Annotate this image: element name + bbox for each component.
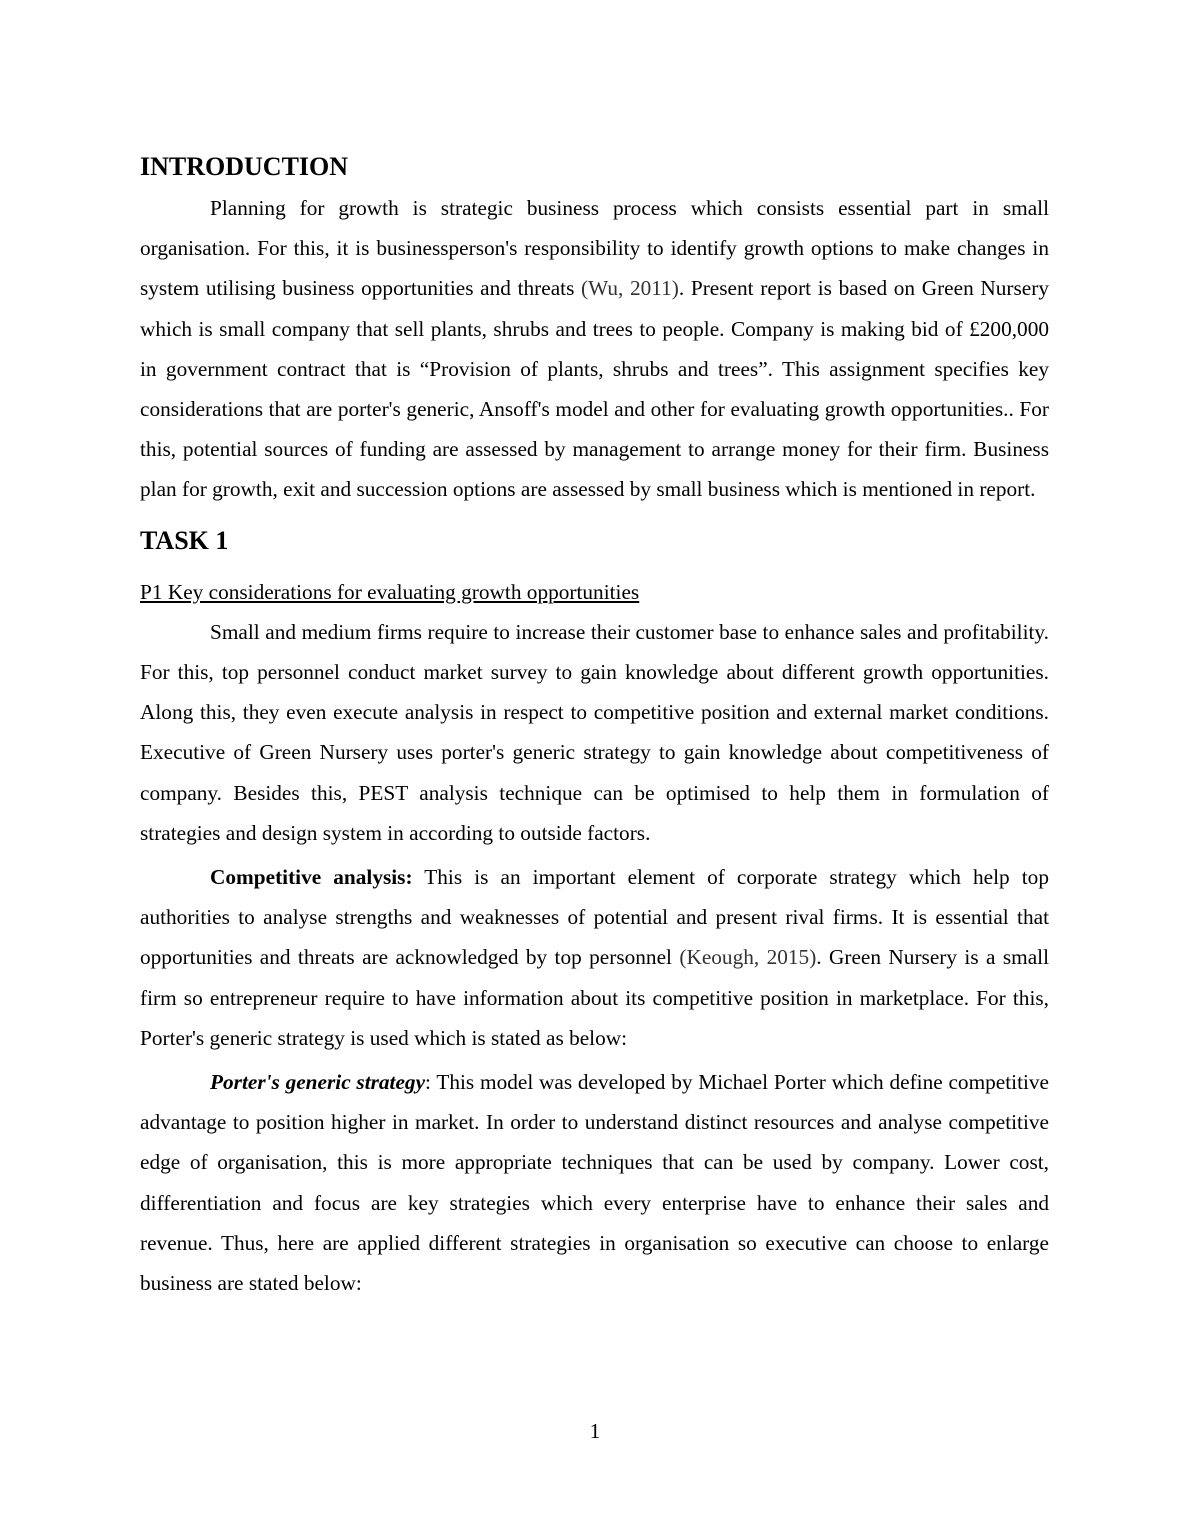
porter-label: Porter's generic strategy [210,1070,426,1095]
intro-citation: (Wu, 2011) [581,276,679,301]
intro-text-part2: . Present report is based on Green Nursery which is small company that sell plants, shrubs and trees to people. Company is making bid of £200,000 in government contract that is “Provision of plants, shrubs and trees”. This assignment specifies key considerations that are porter's generic, Ansoff's model and other for evaluating growth opportunities.. For this, potential sources of funding are assessed by management to arrange money for their firm. Business plan for growth, exit and succession options are assessed by small business which is mentioned in report. [140,276,1049,502]
competitive-citation: (Keough, 2015) [679,945,817,970]
competitive-analysis-paragraph [140,857,1049,1058]
task1-heading: TASK 1 [140,525,229,555]
task1-subheading: P1 Key considerations for evaluating growth opportunities [140,579,640,604]
task1-paragraph: Small and medium firms require to increase their customer base to enhance sales and profitability. For this, top personnel conduct market survey to gain knowledge about different growth opportunities. Along this, they even execute analysis in respect to competitive position and external market conditions. Executive of Green Nursery uses porter's generic strategy to gain knowledge about competitiveness of company. Besides this, PEST analysis technique can be optimised to help them in formulation of strategies and design system in according to outside factors. [140,619,1049,845]
porter-text: : This model was developed by Michael Porter which define competitive advantage to position higher in market. In order to understand distinct resources and analyse competitive edge of organisation, this is more appropriate techniques that can be used by company. Lower cost, differentiation and focus are key strategies which every enterprise have to enhance their sales and revenue. Thus, here are applied different strategies in organisation so executive can choose to enlarge business are stated below: [140,1070,1050,1296]
document-page [140,150,1049,1307]
porter-paragraph [140,1062,1049,1303]
competitive-analysis-label: Competitive analysis: [210,865,413,890]
intro-heading: INTRODUCTION [140,152,349,181]
intro-paragraph [140,188,1049,510]
intro-text-part1: Planning for growth is strategic business process which consists essential part in small organisation. For this, it is businessperson's responsibility to identify growth options to make changes in system utilising business opportunities and threats [140,196,1049,301]
page-number: 1 [589,1419,601,1443]
competitive-text-part2: . Green Nursery is a small firm so entrepreneur require to have information about its competitive position in marketplace. For this, Porter's generic strategy is used which is stated as below: [140,945,1049,1050]
competitive-text-part1: This is an important element of corporate strategy which help top authorities to analyse strengths and weaknesses of potential and present rival firms. It is essential that opportunities and threats are acknowledged by top personnel [140,865,1049,970]
